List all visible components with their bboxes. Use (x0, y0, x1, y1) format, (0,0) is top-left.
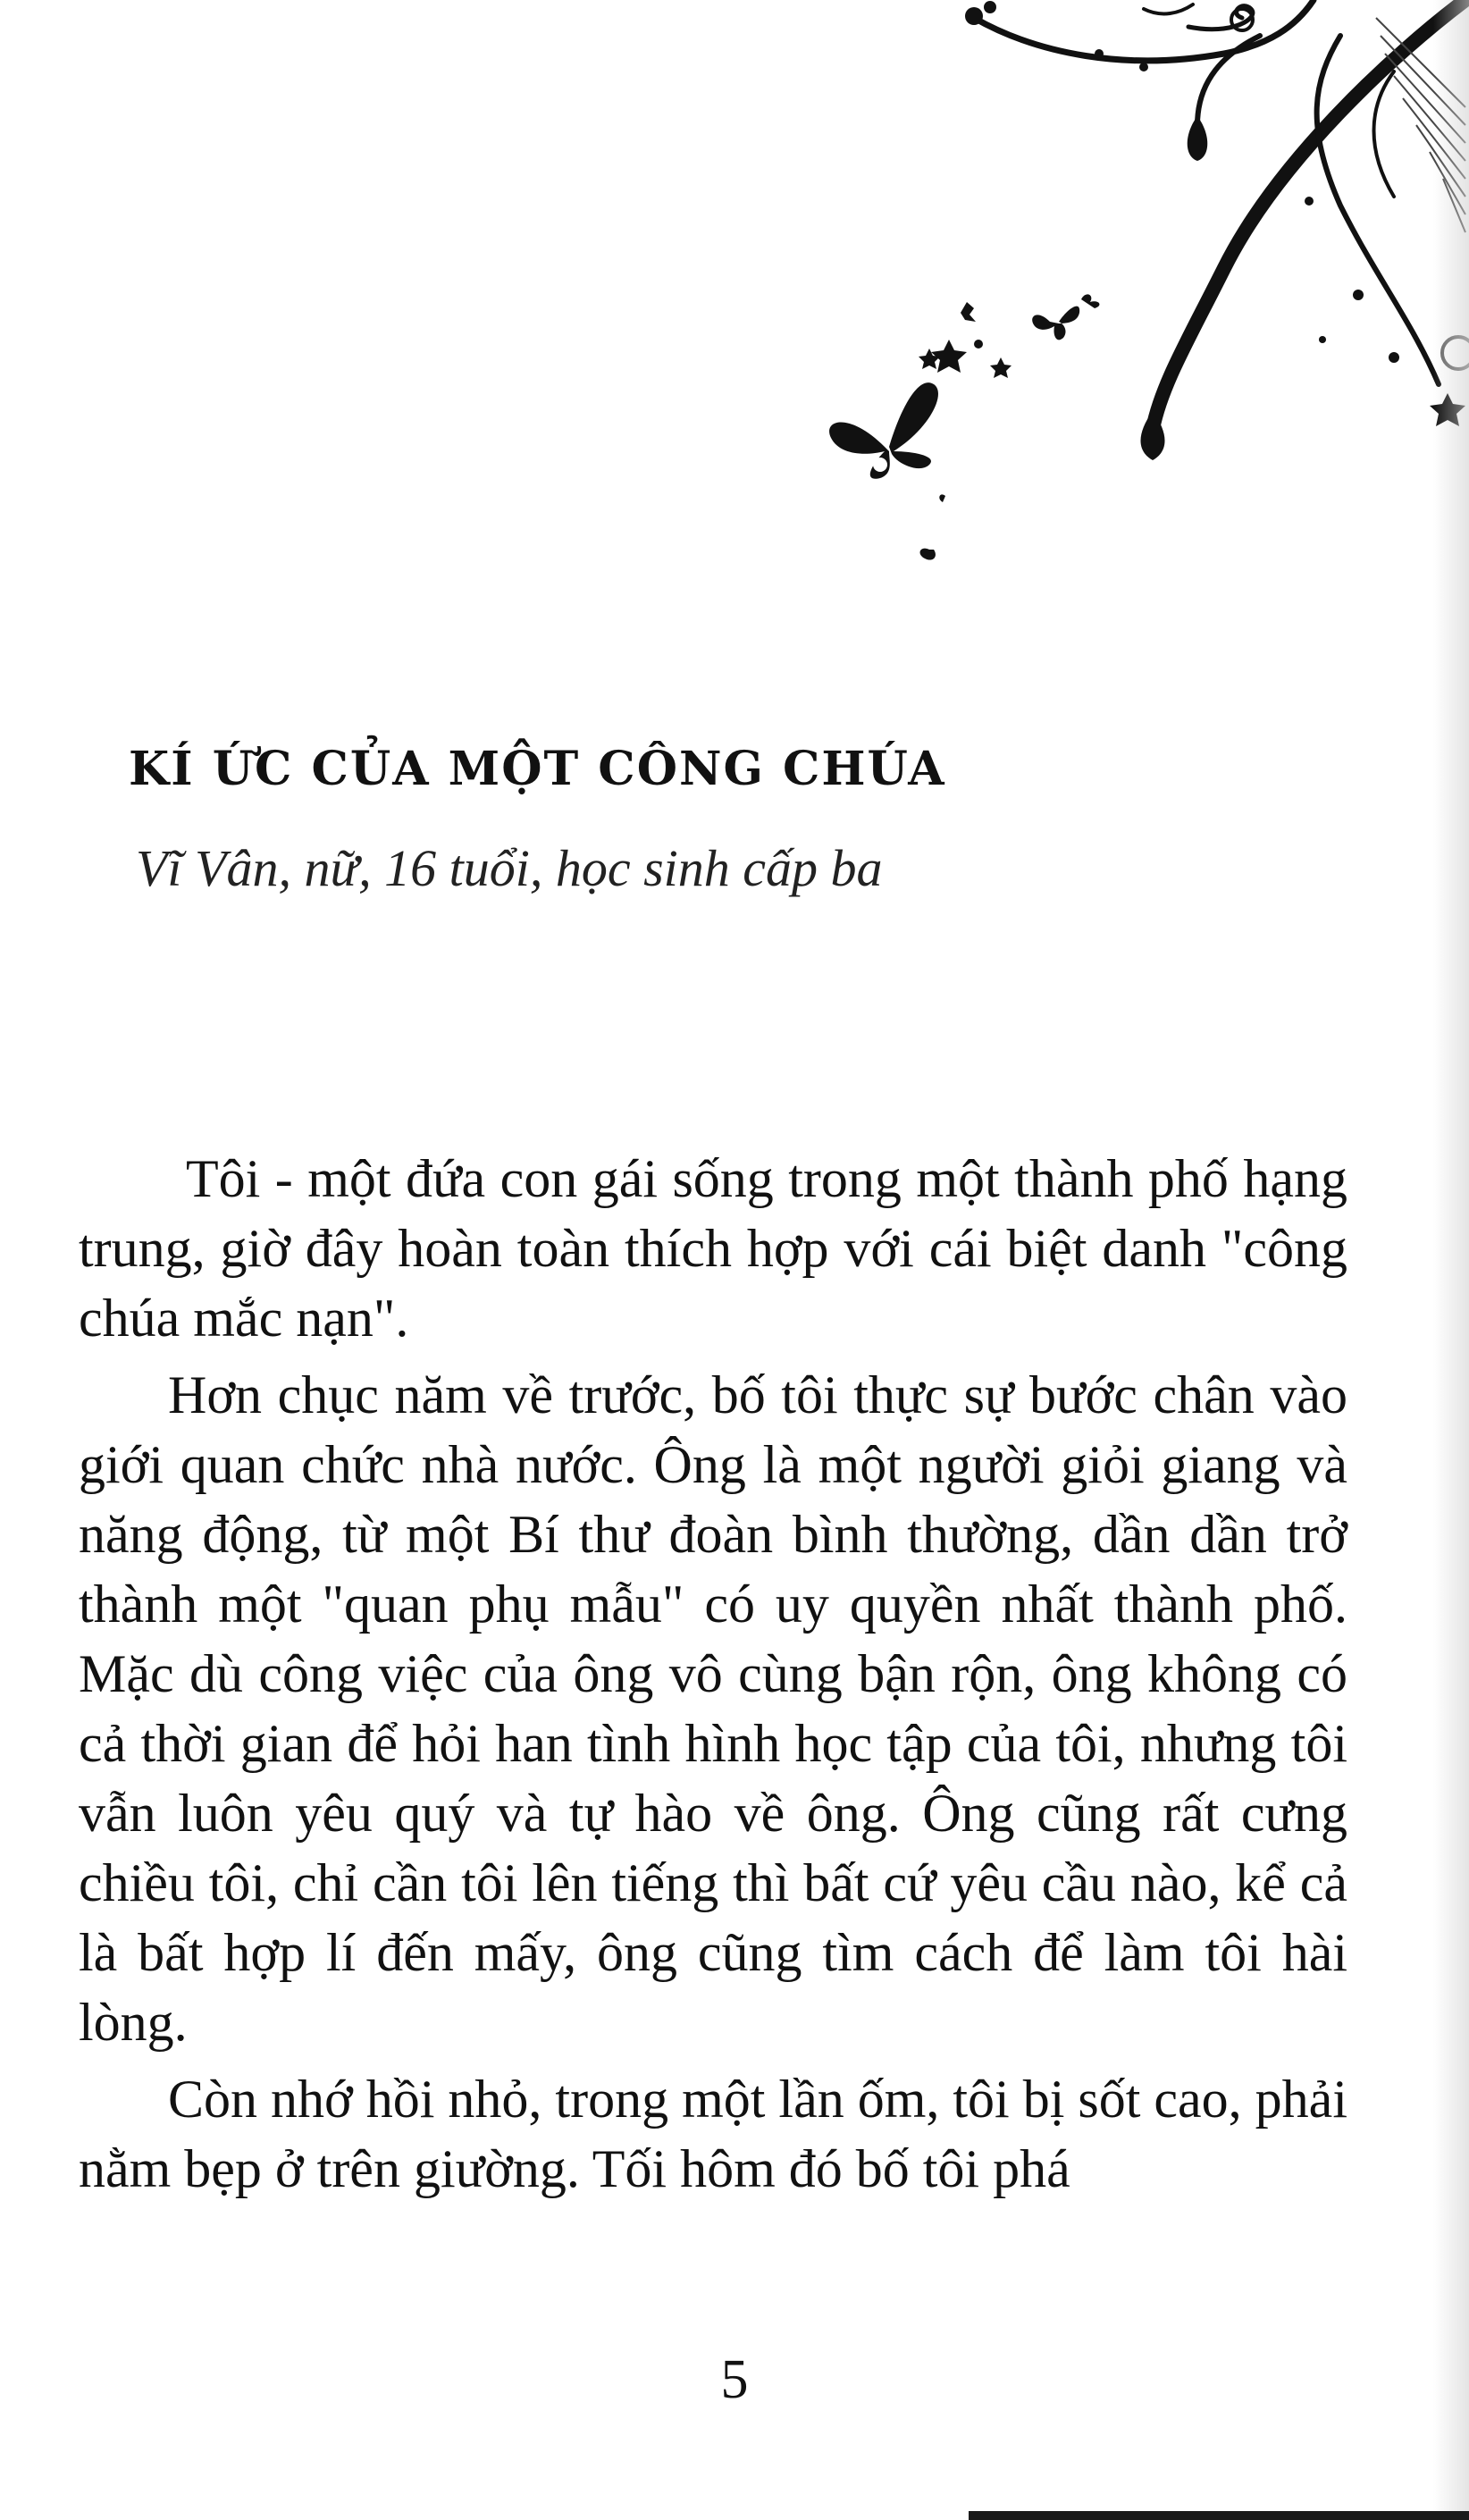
chapter-body (79, 1144, 1347, 2204)
paragraph-3: Còn nhớ hồi nhỏ, trong một lần ốm, tôi bị sốt cao, phải nằm bẹp ở trên giường. Tối hôm đó bố tôi phá (79, 2070, 1347, 2198)
paragraph-1: Tôi - một đứa con gái sống trong một thành phố hạng trung, giờ đây hoàn toàn thích hợp với cái biệt danh "công chúa mắc nạn". (79, 1149, 1347, 1348)
butterfly-icon (829, 294, 1099, 559)
swirl-vine-icon (974, 0, 1465, 429)
page-bottom-edge (969, 2511, 1469, 2520)
paragraph-2: Hơn chục năm về trước, bố tôi thực sự bước chân vào giới quan chức nhà nước. Ông là một người giỏi giang và năng động, từ một Bí thư đoàn bình thường, dần dần trở thành một "quan phụ mẫu" có uy quyền nhất thành phố. Mặc dù công việc của ông vô cùng bận rộn, ông không có cả thời gian để hỏi han tình hình học tập của tôi, nhưng tôi vẫn luôn yêu quý và tự hào về ông. Ông cũng rất cưng chiều tôi, chỉ cần tôi lên tiếng thì bất cứ yêu cầu nào, kể cả là bất hợp lí đến mấy, ông cũng tìm cách để làm tôi hài lòng. (79, 1365, 1347, 2052)
leaf-drop-icon (965, 1, 1399, 460)
chapter-subtitle: Vĩ Vân, nữ, 16 tuổi, học sinh cấp ba (136, 839, 883, 897)
page-edge-shadow (1433, 0, 1469, 2520)
floral-butterfly-ornament (0, 0, 1469, 626)
chapter-title: KÍ ỨC CỦA MỘT CÔNG CHÚA (129, 742, 946, 796)
page-number: 5 (720, 2349, 749, 2410)
